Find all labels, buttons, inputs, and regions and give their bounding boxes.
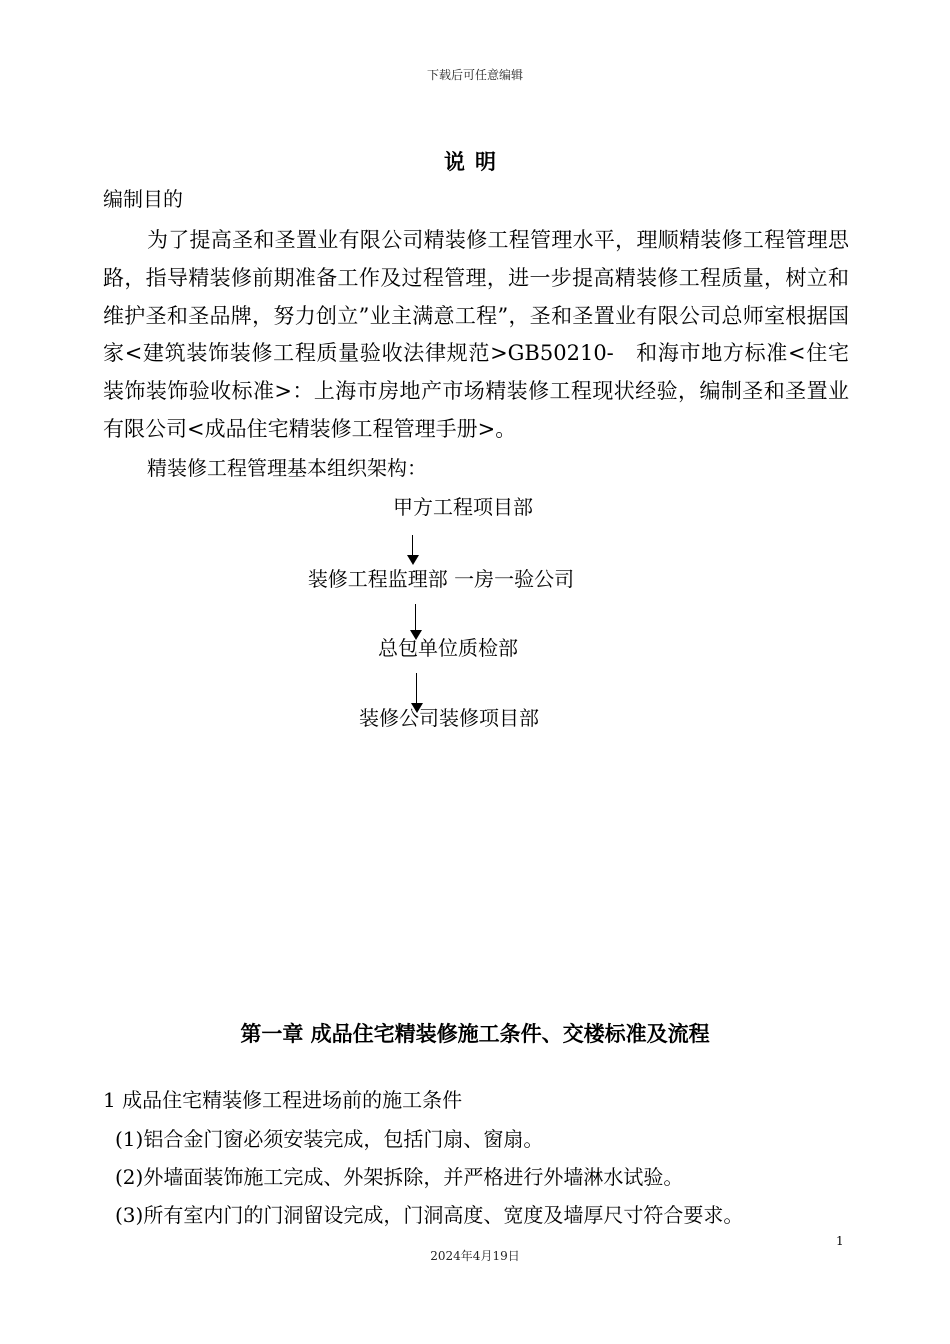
page-title: 说明 [444, 149, 506, 174]
org-node-owner-dept: 甲方工程项目部 [393, 495, 533, 519]
org-intro: 精装修工程管理基本组织架构： [147, 456, 427, 480]
page-number: 1 [836, 1234, 844, 1248]
purpose-paragraph: 为了提高圣和圣置业有限公司精装修工程管理水平，理顺精装修工程管理思路，指导精装修前期准备工作及过程管理，进一步提高精装修工程质量，树立和维护圣和圣品牌，努力创立”业主满意工程”，圣和圣置业有限公司总师室根据国家<建筑装饰装修工程质量验收法律规范>GB50210- 和海市地方标准<住宅装饰装饰验收标准>：上海市房地产市场精装修工程现状经验，编制圣和圣置业有限公司<成品住宅精装修工程管理手册>。 [103, 228, 849, 441]
list-item: (1)铝合金门窗必须安装完成，包括门扇、窗扇。 [115, 1127, 544, 1151]
org-node-supervision: 装修工程监理部 一房一验公司 [307, 567, 575, 591]
section-label: 编制目的 [103, 187, 183, 211]
org-node-quality-dept: 总包单位质检部 [378, 636, 518, 660]
chapter-title: 第一章 成品住宅精装修施工条件、交楼标准及流程 [240, 1021, 710, 1046]
section-1-title: 1 成品住宅精装修工程进场前的施工条件 [103, 1088, 463, 1112]
org-node-decoration-project: 装修公司装修项目部 [359, 706, 539, 730]
list-item: (2)外墙面装饰施工完成、外架拆除，并严格进行外墙淋水试验。 [115, 1165, 684, 1189]
header-note: 下载后可任意编辑 [426, 68, 523, 82]
list-item: (3)所有室内门的门洞留设完成，门洞高度、宽度及墙厚尺寸符合要求。 [115, 1203, 744, 1227]
footer-date: 2024年4月19日 [430, 1249, 520, 1263]
